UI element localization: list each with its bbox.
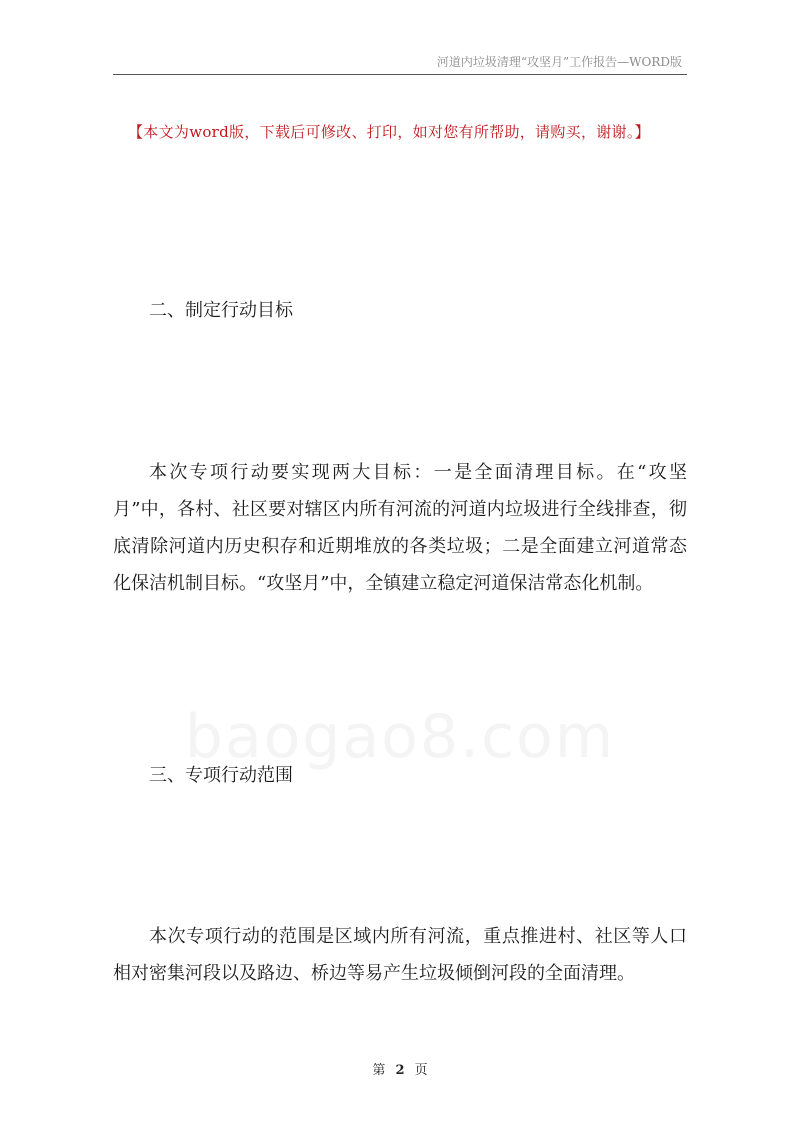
footer-suffix: 页 xyxy=(414,1063,428,1078)
purchase-notice: 【本文为word版，下载后可修改、打印，如对您有所帮助，请购买，谢谢。】 xyxy=(128,123,650,141)
footer-prefix: 第 xyxy=(372,1063,386,1078)
paragraph-scope: 本次专项行动的范围是区域内所有河流，重点推进村、社区等人口相对密集河段以及路边、桥边等易产生垃圾倾倒河段的全面清理。 xyxy=(113,926,687,984)
section-heading-goals: 二、制定行动目标 xyxy=(149,300,293,321)
page-footer xyxy=(0,1059,800,1078)
document-header-title: 河道内垃圾清理“攻坚月”工作报告—WORD版 xyxy=(436,55,682,69)
header-divider xyxy=(113,74,687,75)
paragraph-goals: 本次专项行动要实现两大目标：一是全面清理目标。在“攻坚月”中，各村、社区要对辖区内所有河流的河道内垃圾进行全线排查，彻底清除河道内历史积存和近期堆放的各类垃圾；二是全面建立河道常态化保洁机制目标。“攻坚月”中，全镇建立稳定河道保洁常态化机制。 xyxy=(113,462,687,594)
section-heading-scope: 三、专项行动范围 xyxy=(149,765,293,786)
page-number: 2 xyxy=(395,1063,405,1078)
watermark: baogao8.com xyxy=(184,702,616,772)
